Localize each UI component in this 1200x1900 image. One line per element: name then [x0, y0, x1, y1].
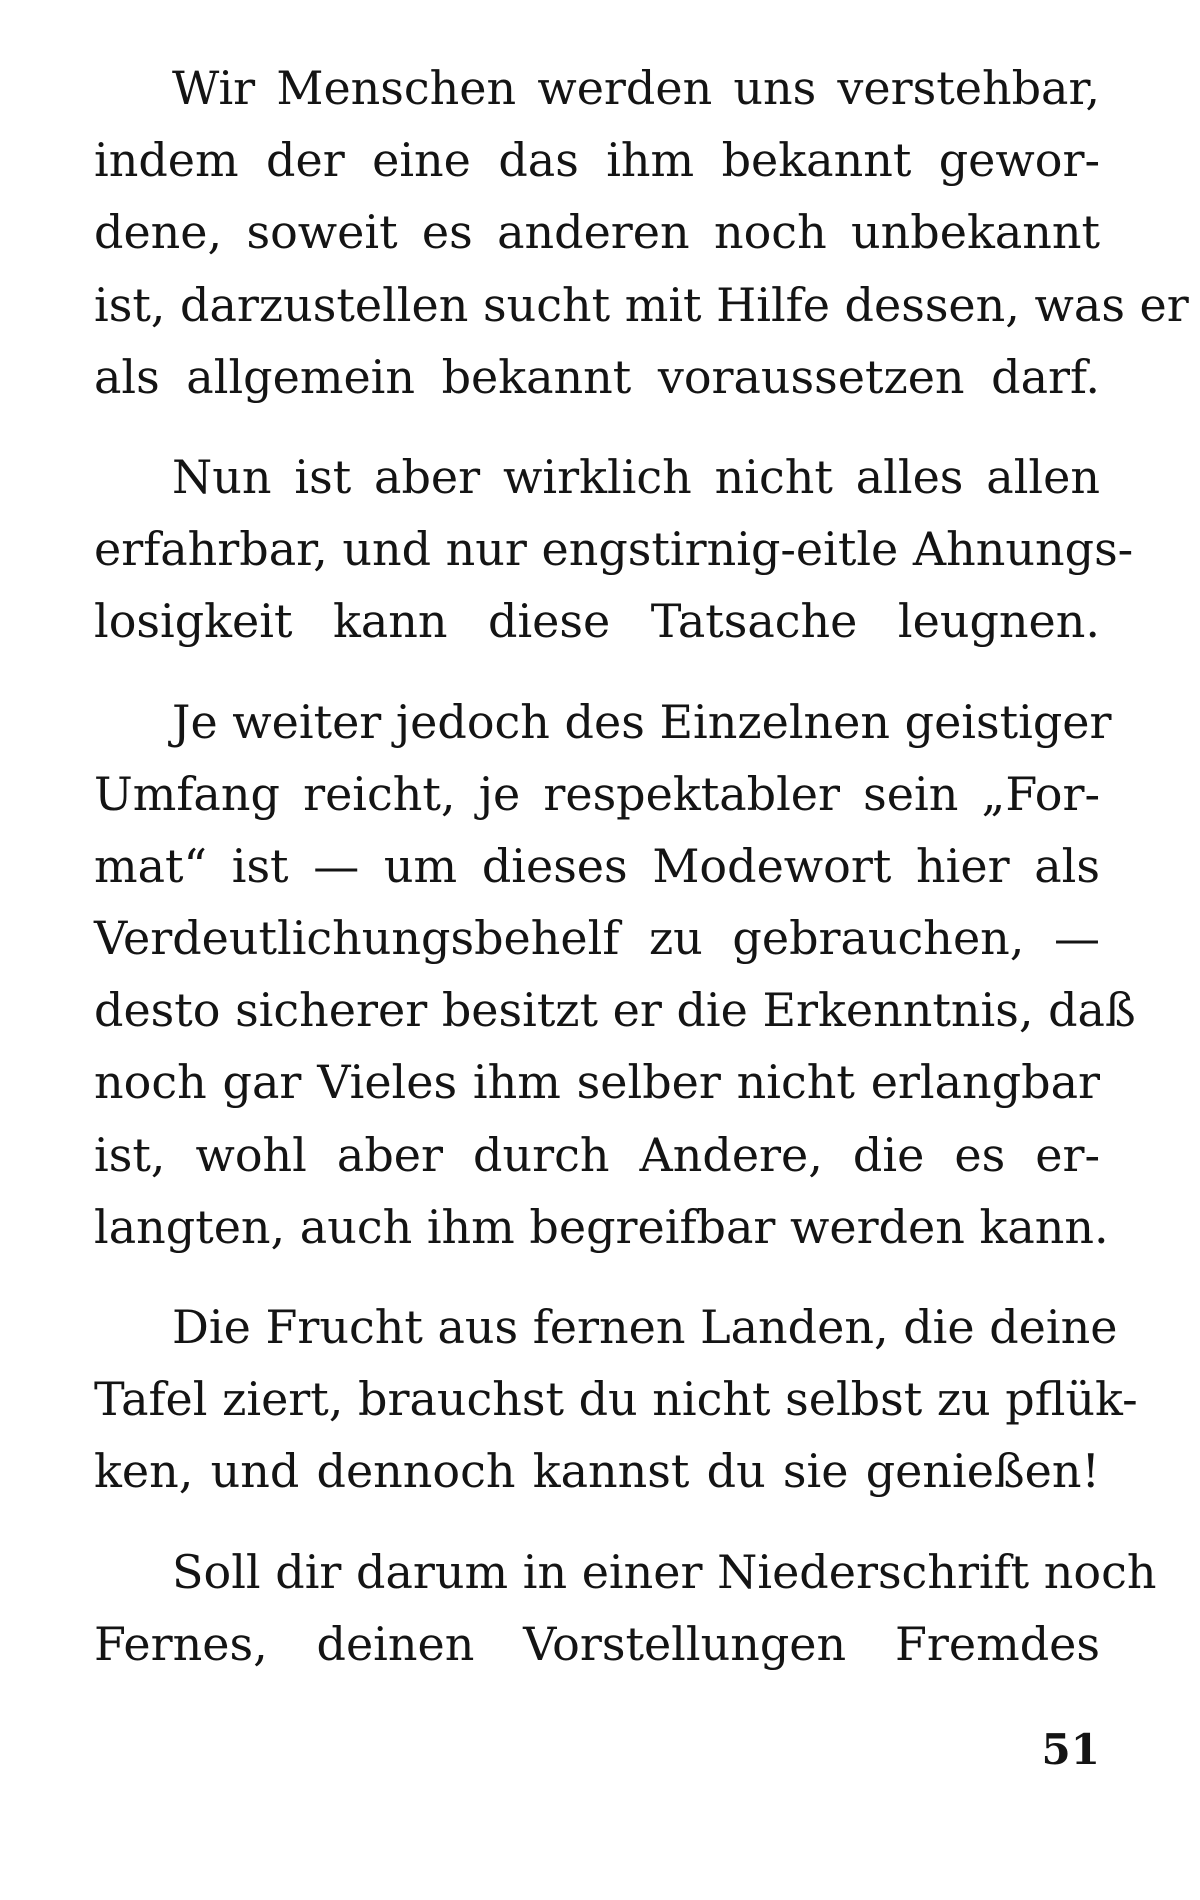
text-line: Wir Menschen werden uns verstehbar, [172, 61, 1100, 115]
text-line: Fernes, deinen Vorstellungen Fremdes [94, 1616, 1100, 1671]
text-line: ist, darzustellen sucht mit Hilfe dessen, was er [94, 277, 1189, 332]
text-line: mat“ ist — um dieses Modewort hier als [94, 838, 1100, 893]
text-line: noch gar Vieles ihm selber nicht erlangbar [94, 1055, 1100, 1110]
text-line: Verdeutlichungsbehelf zu gebrauchen, — [94, 911, 1100, 966]
text-line: dene, soweit es anderen noch unbekannt [94, 205, 1100, 260]
text-line: als allgemein bekannt voraussetzen darf. [94, 349, 1100, 404]
paragraph-4 [94, 1291, 1138, 1508]
paragraph-1 [94, 52, 1189, 413]
paragraph-5 [94, 1536, 1157, 1680]
text-line: desto sicherer besitzt er die Erkenntnis, daß [94, 983, 1136, 1038]
text-line: indem der eine das ihm bekannt gewor- [94, 133, 1100, 188]
text-line: losigkeit kann diese Tatsache leugnen. [94, 594, 1100, 649]
text-line: langten, auch ihm begreifbar werden kann. [94, 1199, 1109, 1254]
text-line: Nun ist aber wirklich nicht alles allen [172, 449, 1100, 504]
text-line: Je weiter jedoch des Einzelnen geistiger [172, 694, 1112, 749]
paragraph-2 [94, 441, 1134, 658]
text-line: ken, und dennoch kannst du sie genießen! [94, 1444, 1100, 1499]
text-line: Soll dir darum in einer Niederschrift noch [172, 1544, 1157, 1599]
text-line: ist, wohl aber durch Andere, die es er- [94, 1127, 1100, 1182]
text-line: Umfang reicht, je respektabler sein „For- [94, 766, 1100, 821]
text-line: erfahrbar, und nur engstirnig-eitle Ahnungs- [94, 522, 1134, 577]
text-line: Tafel ziert, brauchst du nicht selbst zu pflük- [94, 1372, 1138, 1427]
text-line: Die Frucht aus fernen Landen, die deine [172, 1300, 1118, 1354]
page-number: 51 [1041, 1725, 1100, 1774]
paragraph-3 [94, 686, 1136, 1264]
book-page [94, 52, 1189, 1882]
